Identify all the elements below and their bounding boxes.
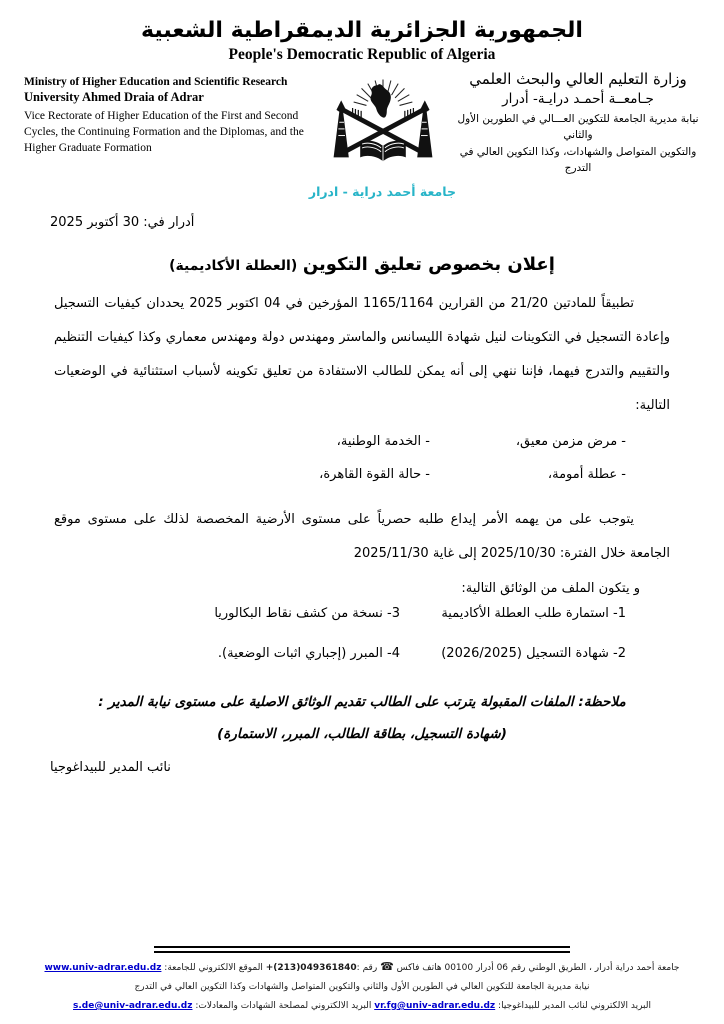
note-line-2: (شهادة التسجيل، بطاقة الطالب، المبرر، الاستمارة) bbox=[217, 726, 507, 742]
vice-rectorate-line-ar-2: والتكوين المتواصل والشهادات، وكذا التكوين العالي في التدرج bbox=[459, 145, 697, 174]
list-item: - عطلة أمومة، bbox=[547, 467, 626, 482]
footer-website-link[interactable]: www.univ-adrar.edu.dz bbox=[44, 963, 162, 973]
submission-paragraph: يتوجب على من يهمه الأمر إيداع طلبه حصرياً على مستوى الأرضية المخصصة لذلك على مستوى موقع الجامعة خلال الفترة: 2025/10/30 إلى غاية 2025/11/30 bbox=[54, 512, 670, 561]
situations-column-left bbox=[210, 425, 430, 491]
note-block bbox=[56, 686, 668, 750]
footer-email-label-1: البريد الالكتروني لنائب المدير للبيداغوجيا: bbox=[495, 1001, 651, 1011]
university-logo-block bbox=[310, 70, 456, 199]
university-line-ar: جـامعــة أحمـد درايـة- أدرار bbox=[502, 91, 654, 107]
ministry-block-english bbox=[24, 70, 310, 156]
documents-column-left bbox=[170, 602, 400, 682]
list-item: 2- شهادة التسجيل (2026/2025) bbox=[441, 646, 626, 661]
signature-title: نائب المدير للبيداغوجيا bbox=[50, 760, 171, 775]
documents-intro: و يتكون الملف من الوثائق التالية: bbox=[461, 581, 640, 596]
footer-email-label-2: البريد الالكتروني لمصلحة الشهادات والمعادلات: bbox=[192, 1001, 375, 1011]
ministry-block-arabic bbox=[456, 70, 704, 176]
footer-line-2: نيابة مديرية الجامعة للتكوين العالي في الطورين الأول والثاني والتكوين المتواصل والشهادات وكذا التكوين العالي في التدرج bbox=[134, 982, 590, 992]
list-item: - حالة القوة القاهرة، bbox=[319, 467, 430, 482]
situations-column-right bbox=[430, 425, 626, 491]
national-title-english: People's Democratic Republic of Algeria bbox=[228, 46, 496, 63]
ministry-line-ar: وزارة التعليم العالي والبحث العلمي bbox=[469, 70, 687, 88]
date-line: أدرار في: 30 أكتوبر 2025 bbox=[50, 215, 195, 230]
ministry-line-en: Ministry of Higher Education and Scientific Research bbox=[24, 76, 288, 88]
university-emblem-icon bbox=[314, 70, 452, 184]
announcement-title bbox=[0, 254, 724, 275]
footer-address: جامعة أحمد دراية أدرار ، الطريق الوطني رقم 06 أدرار 00100 هاتف فاكس bbox=[393, 963, 680, 973]
footer-phone-number: +(213)049361840 bbox=[265, 963, 357, 973]
page-footer bbox=[0, 946, 724, 1016]
documents-column-right bbox=[400, 602, 626, 682]
list-item: 4- المبرر (إجباري اثبات الوضعية). bbox=[217, 646, 400, 661]
footer-phone-label: رقم : bbox=[356, 963, 381, 973]
footer-line-3 bbox=[0, 997, 724, 1016]
intro-paragraph: تطبيقاً للمادتين 21/20 من القرارين 1165/1164 المؤرخين في 04 اكتوبر 2025 يحددان كيفيات التسجيل وإعادة التسجيل في التكوينات لنيل شهادة الليسانس والماستر ومهندس دولة ومهندس معماري وكذا كيفيات التنظيم والتقييم والتدرج فيهما، فإننا ننهي إلى أنه يمكن للطالب الاستفادة من تعليق تكوينه لأسباب استثنائية في الوضعيات التالية: bbox=[54, 296, 670, 413]
note-line-1: ملاحظة: الملفات المقبولة يترتب على الطالب تقديم الوثائق الاصلية على مستوى نيابة المدير : bbox=[98, 694, 626, 710]
documents-list bbox=[0, 602, 724, 682]
exception-situations-list bbox=[0, 425, 724, 491]
letterhead bbox=[0, 64, 724, 199]
vice-rectorate-line-en: Vice Rectorate of Higher Education of the First and Second Cycles, the Continuing Formation and the Diplomas, and the Higher Graduate Formation bbox=[24, 110, 304, 155]
vice-rectorate-line-ar-1: نيابة مديرية الجامعة للتكوين العـــالي في الطورين الأول والثاني bbox=[457, 113, 699, 142]
national-title-arabic: الجمهورية الجزائرية الديمقراطية الشعبية bbox=[141, 18, 583, 43]
footer-website-label: الموقع الالكتروني للجامعة: bbox=[161, 963, 266, 973]
logo-caption: جامعة أحمد دراية - ادرار bbox=[308, 184, 456, 199]
footer-email-link-1[interactable]: vr.fg@univ-adrar.edu.dz bbox=[374, 1001, 496, 1011]
list-item: 3- نسخة من كشف نقاط البكالوريا bbox=[214, 606, 400, 621]
footer-line-1 bbox=[0, 957, 724, 978]
announcement-title-main: إعلان بخصوص تعليق التكوين bbox=[302, 254, 555, 275]
footer-separator bbox=[154, 946, 570, 953]
announcement-title-paren: (العطلة الأكاديمية) bbox=[169, 258, 298, 274]
list-item: - مرض مزمن معيق، bbox=[515, 434, 626, 449]
list-item: 1- استمارة طلب العطلة الأكاديمية bbox=[441, 606, 626, 621]
list-item: - الخدمة الوطنية، bbox=[336, 434, 430, 449]
footer-email-link-2[interactable]: s.de@univ-adrar.edu.dz bbox=[73, 1001, 193, 1011]
phone-icon: ☎ bbox=[380, 960, 394, 973]
university-line-en: University Ahmed Draia of Adrar bbox=[24, 90, 204, 104]
